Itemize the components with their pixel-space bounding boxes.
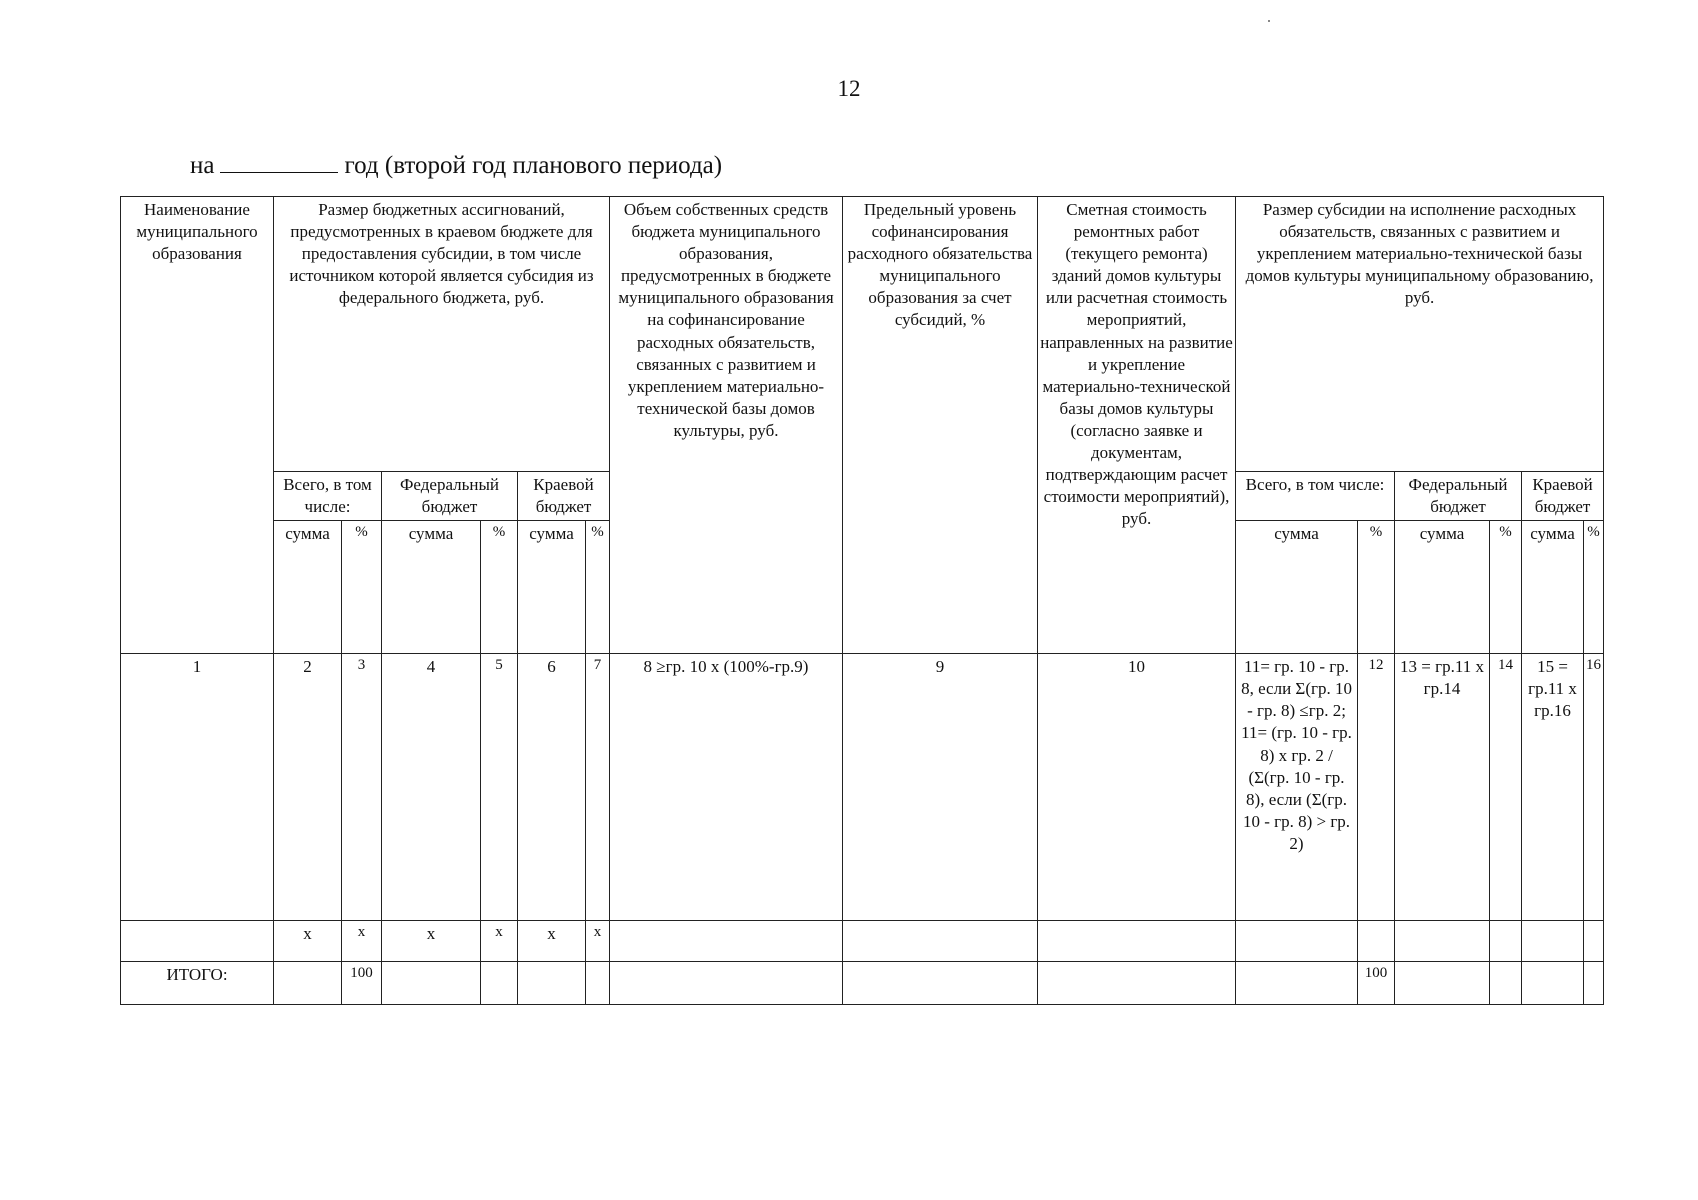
pct-label: % <box>1584 521 1604 654</box>
col-num-14: 14 <box>1490 654 1522 921</box>
table-cell <box>1236 921 1358 962</box>
blank-entry-row <box>121 921 1604 962</box>
heading-suffix: год (второй год планового периода) <box>344 152 723 179</box>
col-num-8-formula: 8 ≥гр. 10 х (100%-гр.9) <box>610 654 843 921</box>
year-blank-field <box>220 150 338 173</box>
sub-total-header: Всего, в том числе: <box>274 472 382 521</box>
table-cell <box>1490 962 1522 1005</box>
sum-label: сумма <box>274 521 342 654</box>
col-num-10: 10 <box>1038 654 1236 921</box>
col-num-4: 4 <box>382 654 481 921</box>
sub-federal-header-2: Федеральный бюджет <box>1395 472 1522 521</box>
col-num-16: 16 <box>1584 654 1604 921</box>
sub-federal-header: Федеральный бюджет <box>382 472 518 521</box>
table-cell <box>481 962 518 1005</box>
table-cell <box>121 921 274 962</box>
table-cell <box>843 921 1038 962</box>
x-mark: х <box>481 921 518 962</box>
subsidy-group-header: Размер субсидии на исполнение расходных обязательств, связанных с развитием и укреплением материально-технической базы домов культуры муниципальному образованию, руб. <box>1236 197 1604 472</box>
table-cell <box>1584 962 1604 1005</box>
table-cell <box>382 962 481 1005</box>
pct-label: % <box>342 521 382 654</box>
col-num-15-formula: 15 = гр.11 х гр.16 <box>1522 654 1584 921</box>
sub-total-header-2: Всего, в том числе: <box>1236 472 1395 521</box>
sub-regional-header: Краевой бюджет <box>518 472 610 521</box>
estimated-cost-header: Сметная стоимость ремонтных работ (текущего ремонта) зданий домов культуры или расчетная стоимость мероприятий, направленных на развитие и укрепление материально-технической базы домов культуры (согласно заявке и документам, подтверждающим расчет стоимости мероприятий), руб. <box>1038 197 1236 654</box>
col-num-5: 5 <box>481 654 518 921</box>
table-heading <box>190 150 722 180</box>
sum-label: сумма <box>518 521 586 654</box>
table-cell <box>274 962 342 1005</box>
table-cell <box>1522 921 1584 962</box>
page-number: 12 <box>837 76 861 101</box>
pct-label: % <box>586 521 610 654</box>
table-cell <box>1522 962 1584 1005</box>
x-mark: х <box>274 921 342 962</box>
pct-label: % <box>1490 521 1522 654</box>
sum-label: сумма <box>1522 521 1584 654</box>
col-num-11-formula: 11= гр. 10 - гр. 8, если Σ(гр. 10 - гр. 8) ≤гр. 2; 11= (гр. 10 - гр. 8) х гр. 2 / (Σ(гр. 10 - гр. 8), если (Σ(гр. 10 - гр. 8) > гр. 2) <box>1236 654 1358 921</box>
table-cell <box>1038 921 1236 962</box>
col-num-2: 2 <box>274 654 342 921</box>
allocation-group-header: Размер бюджетных ассигнований, предусмотренных в краевом бюджете для предоставления субсидии, в том числе источником которой является субсидия из федерального бюджета, руб. <box>274 197 610 472</box>
sub-regional-header-2: Краевой бюджет <box>1522 472 1604 521</box>
total-row <box>121 962 1604 1005</box>
table-cell <box>843 962 1038 1005</box>
col-num-1: 1 <box>121 654 274 921</box>
total-pct: 100 <box>1358 962 1395 1005</box>
sum-label: сумма <box>382 521 481 654</box>
col-num-7: 7 <box>586 654 610 921</box>
table-cell <box>1038 962 1236 1005</box>
col-num-13-formula: 13 = гр.11 х гр.14 <box>1395 654 1490 921</box>
header-row-1 <box>121 197 1604 472</box>
heading-prefix: на <box>190 152 215 179</box>
pct-label: % <box>481 521 518 654</box>
table-cell <box>1236 962 1358 1005</box>
col-num-3: 3 <box>342 654 382 921</box>
col-num-12: 12 <box>1358 654 1395 921</box>
total-pct: 100 <box>342 962 382 1005</box>
scan-dot <box>1268 20 1270 22</box>
sum-label: сумма <box>1236 521 1358 654</box>
x-mark: х <box>382 921 481 962</box>
own-funds-header: Объем собственных средств бюджета муниципального образования, предусмотренных в бюджете муниципального образования на софинансирование расходных обязательств, связанных с развитием и укреплением материально-технической базы домов культуры, руб. <box>610 197 843 654</box>
table-cell <box>610 962 843 1005</box>
table-cell <box>1490 921 1522 962</box>
sum-label: сумма <box>1395 521 1490 654</box>
col-num-6: 6 <box>518 654 586 921</box>
table-cell <box>610 921 843 962</box>
column-number-row <box>121 654 1604 921</box>
col-name-header: Наименование муниципального образования <box>121 197 274 654</box>
table-cell <box>1358 921 1395 962</box>
col-num-9: 9 <box>843 654 1038 921</box>
subsidy-table <box>120 196 1604 1005</box>
table-cell <box>1395 921 1490 962</box>
total-label: ИТОГО: <box>121 962 274 1005</box>
x-mark: х <box>518 921 586 962</box>
x-mark: х <box>342 921 382 962</box>
table-cell <box>518 962 586 1005</box>
x-mark: х <box>586 921 610 962</box>
table-cell <box>1395 962 1490 1005</box>
table-cell <box>1584 921 1604 962</box>
cofinancing-level-header: Предельный уровень софинансирования расходного обязательства муниципального образования за счет субсидий, % <box>843 197 1038 654</box>
table-cell <box>586 962 610 1005</box>
pct-label: % <box>1358 521 1395 654</box>
